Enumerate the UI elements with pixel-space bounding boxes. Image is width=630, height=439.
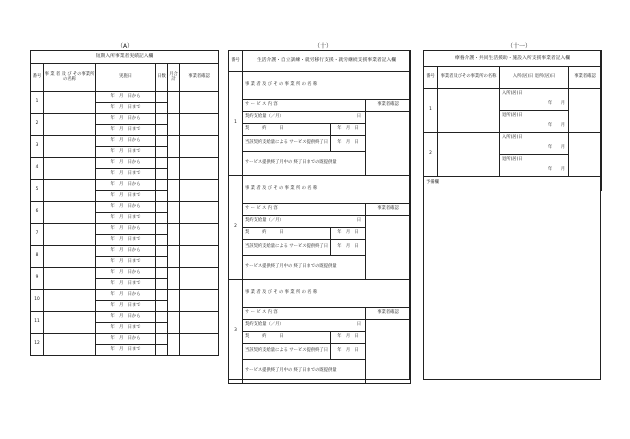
confirm-cell <box>180 202 219 224</box>
days-cell <box>156 301 168 312</box>
provider-cell <box>44 158 96 180</box>
day-unit: 日 <box>356 218 361 224</box>
end-date: 年 月 日まで <box>96 345 156 356</box>
row-number: 3 <box>31 136 44 158</box>
table-row <box>424 177 602 191</box>
row-number: 5 <box>31 180 44 202</box>
start-date: 年 月 日から <box>96 114 156 125</box>
table-row <box>31 92 219 103</box>
table-row <box>229 100 411 112</box>
table-row <box>31 136 219 147</box>
end-date: 年 月 日まで <box>96 169 156 180</box>
service-label: サ ー ビ ス 内 容 <box>243 308 366 320</box>
block-number: 1 <box>424 89 438 133</box>
start-date: 年 月 日から <box>96 180 156 191</box>
confirm-label: 事業者確認 <box>366 204 411 216</box>
days-cell <box>156 246 168 257</box>
days-cell <box>156 213 168 224</box>
row-number: 9 <box>31 268 44 290</box>
header-days: 日数 <box>156 64 168 92</box>
panel-c-label: （十一） <box>506 43 531 50</box>
header-moveinout: 入所(居)日 退所(居)日 <box>500 67 569 89</box>
provider-cell <box>44 312 96 334</box>
block-number: 1 <box>229 72 243 176</box>
confirm-cell <box>569 133 602 177</box>
provider-cell <box>44 334 96 356</box>
days-cell <box>156 114 168 125</box>
table-row <box>229 112 411 124</box>
end-date-label: 当該契約支給量による サービス提供終了日 <box>243 344 331 360</box>
row-number: 12 <box>31 334 44 356</box>
contract-amount-label: 契約支給量（／月） 日 <box>243 112 366 124</box>
end-date: 年 月 日まで <box>96 279 156 290</box>
start-date: 年 月 日から <box>96 246 156 257</box>
day-unit: 日 <box>356 114 361 120</box>
row-number: 2 <box>31 114 44 136</box>
block-number: 3 <box>229 280 243 384</box>
start-date: 年 月 日から <box>96 224 156 235</box>
provider-cell <box>44 136 96 158</box>
days-cell <box>156 224 168 235</box>
table-row <box>31 312 219 323</box>
table-row <box>31 224 219 235</box>
days-cell <box>156 92 168 103</box>
provider-cell <box>44 290 96 312</box>
block-number: 2 <box>424 133 438 177</box>
move-out-value: 年 月 <box>500 122 569 133</box>
service-label: サ ー ビ ス 内 容 <box>243 100 366 112</box>
confirm-cell <box>180 92 219 114</box>
confirm-cell <box>366 216 411 280</box>
days-cell <box>156 180 168 191</box>
header-confirm: 事業者確認 <box>180 64 219 92</box>
days-cell <box>156 312 168 323</box>
confirm-cell <box>366 320 411 384</box>
provider-name-label: 事 業 者 及 び そ の 事 業 所 の 名 称 <box>243 72 411 100</box>
start-date: 年 月 日から <box>96 268 156 279</box>
days-cell <box>156 169 168 180</box>
end-date-value: 年 月 日 <box>331 344 366 360</box>
confirm-cell <box>180 290 219 312</box>
days-cell <box>156 147 168 158</box>
monthly-total-cell <box>168 136 180 158</box>
table-row <box>229 308 411 320</box>
table-row <box>31 202 219 213</box>
move-in-label: 入所(居)日 <box>500 133 569 144</box>
row-number: 6 <box>31 202 44 224</box>
table-row <box>229 72 411 100</box>
days-cell <box>156 334 168 345</box>
provider-cell <box>438 133 500 177</box>
days-cell <box>156 290 168 301</box>
header-no: 番号 <box>424 67 438 89</box>
table-row <box>229 280 411 308</box>
note-label: 予備欄 <box>424 177 602 191</box>
move-out-label: 退所(居)日 <box>500 155 569 166</box>
start-date: 年 月 日から <box>96 158 156 169</box>
move-out-value: 年 月 <box>500 166 569 177</box>
move-in-value: 年 月 <box>500 144 569 155</box>
header-no: 番号 <box>31 64 44 92</box>
start-date: 年 月 日から <box>96 92 156 103</box>
confirm-cell <box>180 114 219 136</box>
contract-date-value: 年 月 日 <box>331 332 366 344</box>
end-date: 年 月 日まで <box>96 125 156 136</box>
days-cell <box>156 235 168 246</box>
confirm-cell <box>180 158 219 180</box>
table-row <box>31 114 219 125</box>
monthly-total-cell <box>168 114 180 136</box>
table-row <box>31 268 219 279</box>
provider-cell <box>44 114 96 136</box>
monthly-total-cell <box>168 312 180 334</box>
table-row <box>229 216 411 228</box>
monthly-total-cell <box>168 202 180 224</box>
end-date-value: 年 月 日 <box>331 136 366 152</box>
confirm-cell <box>366 112 411 176</box>
end-date: 年 月 日まで <box>96 191 156 202</box>
start-date: 年 月 日から <box>96 202 156 213</box>
days-cell <box>156 279 168 290</box>
days-cell <box>156 191 168 202</box>
header-provider: 事業者及びその事業所の名称 <box>438 67 500 89</box>
move-out-label: 退所(居)日 <box>500 111 569 122</box>
start-date: 年 月 日から <box>96 290 156 301</box>
panel-c-title: 療養介護・共同生活援助・施設入所支援事業者記入欄 <box>424 51 602 67</box>
confirm-cell <box>180 268 219 290</box>
contract-date-label: 契 約 日 <box>243 228 331 240</box>
header-confirm: 事業者確認 <box>569 67 602 89</box>
confirm-cell <box>180 334 219 356</box>
monthly-total-cell <box>168 180 180 202</box>
panel-b-label: （十） <box>313 43 332 50</box>
table-row <box>229 204 411 216</box>
end-date: 年 月 日まで <box>96 301 156 312</box>
block-number: 2 <box>229 176 243 280</box>
confirm-cell <box>180 312 219 334</box>
end-date-label: 当該契約支給量による サービス提供終了日 <box>243 136 331 152</box>
days-cell <box>156 323 168 334</box>
end-date: 年 月 日まで <box>96 147 156 158</box>
remaining-label: サービス提供終了月中の 終了日までの既提供量 <box>243 360 366 384</box>
panel-a-table <box>30 50 219 356</box>
monthly-total-cell <box>168 334 180 356</box>
days-cell <box>156 202 168 213</box>
days-cell <box>156 257 168 268</box>
contract-date-label: 契 約 日 <box>243 332 331 344</box>
end-date: 年 月 日まで <box>96 257 156 268</box>
end-date: 年 月 日まで <box>96 103 156 114</box>
table-row <box>31 180 219 191</box>
panel-a-label: （A） <box>116 43 134 50</box>
table-row <box>31 246 219 257</box>
table-row <box>31 334 219 345</box>
days-cell <box>156 268 168 279</box>
table-row <box>424 89 602 100</box>
contract-amount-label: 契約支給量（／月） 日 <box>243 216 366 228</box>
provider-cell <box>44 268 96 290</box>
confirm-cell <box>180 180 219 202</box>
monthly-total-cell <box>168 224 180 246</box>
end-date: 年 月 日まで <box>96 323 156 334</box>
provider-name-label: 事 業 者 及 び そ の 事 業 所 の 名 称 <box>243 280 411 308</box>
end-date-label: 当該契約支給量による サービス提供終了日 <box>243 240 331 256</box>
confirm-cell <box>180 224 219 246</box>
panel-a-title: 短期入所事業者実績記入欄 <box>31 51 219 64</box>
row-number: 11 <box>31 312 44 334</box>
monthly-total-cell <box>168 246 180 268</box>
monthly-total-cell <box>168 290 180 312</box>
provider-cell <box>44 224 96 246</box>
provider-cell <box>438 89 500 133</box>
monthly-total-cell <box>168 92 180 114</box>
move-in-value: 年 月 <box>500 100 569 111</box>
header-date: 実施日 <box>96 64 156 92</box>
day-unit: 日 <box>356 322 361 328</box>
contract-date-value: 年 月 日 <box>331 124 366 136</box>
days-cell <box>156 103 168 114</box>
confirm-cell <box>180 246 219 268</box>
row-number: 10 <box>31 290 44 312</box>
contract-date-value: 年 月 日 <box>331 228 366 240</box>
table-row <box>229 320 411 332</box>
remaining-label: サービス提供終了月中の 終了日までの既提供量 <box>243 152 366 176</box>
panel-c-table <box>423 50 602 191</box>
row-number: 8 <box>31 246 44 268</box>
move-in-label: 入所(居)日 <box>500 89 569 100</box>
end-date-value: 年 月 日 <box>331 240 366 256</box>
monthly-total-cell <box>168 268 180 290</box>
contract-date-label: 契 約 日 <box>243 124 331 136</box>
days-cell <box>156 136 168 147</box>
monthly-total-cell <box>168 158 180 180</box>
table-row <box>31 158 219 169</box>
table-row <box>229 176 411 204</box>
confirm-cell <box>569 89 602 133</box>
confirm-cell <box>180 136 219 158</box>
row-number: 1 <box>31 92 44 114</box>
provider-cell <box>44 202 96 224</box>
provider-name-label: 事 業 者 及 び そ の 事 業 所 の 名 称 <box>243 176 411 204</box>
service-label: サ ー ビ ス 内 容 <box>243 204 366 216</box>
remaining-label: サービス提供終了月中の 終了日までの既提供量 <box>243 256 366 280</box>
days-cell <box>156 345 168 356</box>
row-number: 7 <box>31 224 44 246</box>
start-date: 年 月 日から <box>96 312 156 323</box>
header-monthly-total: 月合計 <box>168 64 180 92</box>
start-date: 年 月 日から <box>96 334 156 345</box>
end-date: 年 月 日まで <box>96 235 156 246</box>
header-provider: 事 業 者 及 び その事業所の名称 <box>44 64 96 92</box>
start-date: 年 月 日から <box>96 136 156 147</box>
end-date: 年 月 日まで <box>96 213 156 224</box>
provider-cell <box>44 180 96 202</box>
provider-cell <box>44 92 96 114</box>
row-number: 4 <box>31 158 44 180</box>
header-no: 番号 <box>229 51 243 72</box>
days-cell <box>156 158 168 169</box>
panel-b-table <box>228 50 411 384</box>
confirm-label: 事業者確認 <box>366 308 411 320</box>
confirm-label: 事業者確認 <box>366 100 411 112</box>
table-row <box>424 133 602 144</box>
contract-amount-label: 契約支給量（／月） 日 <box>243 320 366 332</box>
provider-cell <box>44 246 96 268</box>
table-row <box>31 290 219 301</box>
panel-b-title: 生活介護・自立訓練・就労移行支援・就労継続支援事業者記入欄 <box>243 51 411 72</box>
days-cell <box>156 125 168 136</box>
